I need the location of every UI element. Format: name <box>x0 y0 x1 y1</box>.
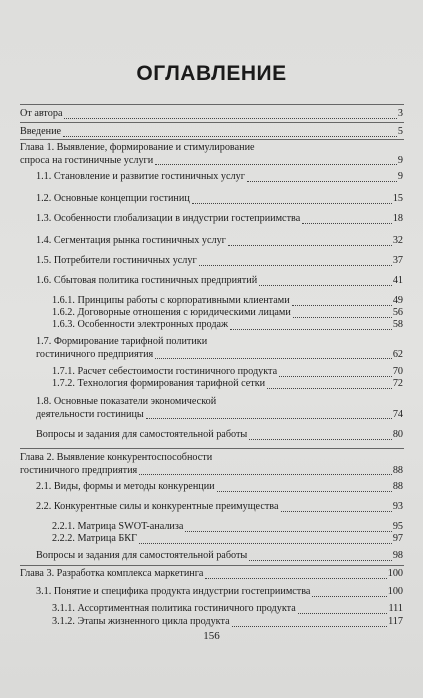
toc-page-number: 32 <box>392 235 403 246</box>
leader-dots <box>155 358 392 359</box>
toc-page-number: 93 <box>392 501 403 512</box>
toc-page-number: 3 <box>397 108 403 119</box>
leader-dots <box>293 317 392 318</box>
toc-entry-title: 1.6.2. Договорные отношения с юридическими лицами <box>52 307 291 318</box>
toc-entry-title: Глава 3. Разработка комплекса маркетинга <box>20 568 204 579</box>
leader-dots <box>249 439 392 440</box>
toc-page-number: 72 <box>392 378 403 389</box>
toc-page-number: 18 <box>392 213 403 224</box>
toc-entry-title: 1.1. Становление и развитие гостиничных услуг <box>36 171 245 182</box>
leader-dots <box>155 164 397 165</box>
leader-dots <box>185 531 391 532</box>
toc-entry-title: 2.2.1. Матрица SWOT-анализа <box>52 521 184 532</box>
leader-dots <box>64 118 396 119</box>
toc-page-number: 97 <box>392 533 403 544</box>
toc-entry <box>36 336 403 361</box>
toc-entry <box>36 429 403 442</box>
section-divider <box>20 565 404 566</box>
toc-page-number: 37 <box>392 255 403 266</box>
leader-dots <box>259 285 392 286</box>
section-divider <box>20 122 404 123</box>
leader-dots <box>247 181 397 182</box>
toc-page-number: 98 <box>392 550 403 561</box>
toc-page-number: 100 <box>387 568 403 579</box>
toc-entry <box>36 235 403 248</box>
leader-dots <box>312 596 386 597</box>
toc-entry <box>20 452 403 477</box>
toc-entry <box>52 319 403 332</box>
leader-dots <box>298 613 388 614</box>
toc-entry-title: 1.5. Потребители гостиничных услуг <box>36 255 197 266</box>
toc-entry-title: гостиничного предприятия <box>20 464 138 476</box>
toc-entry-title: 2.1. Виды, формы и методы конкуренции <box>36 481 215 492</box>
toc-page-number: 74 <box>392 408 403 420</box>
toc-page-number: 111 <box>388 603 403 614</box>
toc-entry-title: 2.2. Конкурентные силы и конкурентные преимущества <box>36 501 279 512</box>
toc-entry-title: 1.6.3. Особенности электронных продаж <box>52 319 229 330</box>
toc-entry-title: 1.4. Сегментация рынка гостиничных услуг <box>36 235 226 246</box>
leader-dots <box>139 474 392 475</box>
toc-entry-title: 1.7.2. Технология формирования тарифной сетки <box>52 378 266 389</box>
leader-dots <box>217 491 392 492</box>
toc-page-number: 41 <box>392 275 403 286</box>
toc-entry-title: 3.1. Понятие и специфика продукта индустрии гостеприимства <box>36 586 311 597</box>
toc-entry-title: Глава 1. Выявление, формирование и стимулирование <box>20 142 255 153</box>
leader-dots <box>139 543 392 544</box>
toc-entry-title: деятельности гостиницы <box>36 408 144 420</box>
leader-dots <box>228 245 392 246</box>
toc-entry-title: 1.6. Сбытовая политика гостиничных предприятий <box>36 275 258 286</box>
toc-page-number: 62 <box>392 348 403 360</box>
toc-entry <box>52 521 403 534</box>
leader-dots <box>279 376 392 377</box>
toc-page-number: 56 <box>392 307 403 318</box>
toc-page-number: 9 <box>397 154 403 166</box>
toc-page-number: 95 <box>392 521 403 532</box>
toc-entry-title: 3.1.2. Этапы жизненного цикла продукта <box>52 616 230 627</box>
toc-entry-title: 3.1.1. Ассортиментная политика гостиничного продукта <box>52 603 296 614</box>
toc-entry <box>52 533 403 546</box>
toc-page-number: 70 <box>392 366 403 377</box>
toc-entry <box>36 171 403 184</box>
toc-page-number: 117 <box>388 616 403 627</box>
toc-entry <box>20 142 403 167</box>
toc-entry <box>20 126 403 139</box>
toc-entry-title: Введение <box>20 126 62 137</box>
leader-dots <box>199 265 392 266</box>
toc-entry-title: 1.7.1. Расчет себестоимости гостиничного продукта <box>52 366 278 377</box>
leader-dots <box>192 203 392 204</box>
toc-entry <box>52 616 403 629</box>
toc-entry-title: 1.7. Формирование тарифной политики <box>36 336 208 347</box>
toc-entry <box>36 255 403 268</box>
toc-entry-title: Вопросы и задания для самостоятельной работы <box>36 550 248 561</box>
leader-dots <box>232 626 387 627</box>
toc-entry-title: Вопросы и задания для самостоятельной работы <box>36 429 248 440</box>
toc-entry <box>36 501 403 514</box>
toc-page-number: 9 <box>397 171 403 182</box>
toc-entry-title: Глава 2. Выявление конкурентоспособности <box>20 452 213 463</box>
toc-page-number: 58 <box>392 319 403 330</box>
leader-dots <box>281 511 392 512</box>
toc-page-number: 88 <box>392 464 403 476</box>
section-divider <box>20 104 404 105</box>
toc-page-number: 49 <box>392 295 403 306</box>
toc-entry <box>52 603 403 616</box>
page-number: 156 <box>203 630 220 642</box>
toc-page-number: 5 <box>397 126 403 137</box>
section-divider <box>20 139 404 140</box>
toc-entry <box>36 275 403 288</box>
toc-entry <box>36 481 403 494</box>
leader-dots <box>292 305 392 306</box>
toc-page-number: 88 <box>392 481 403 492</box>
page-title: ОГЛАВЛЕНИЕ <box>136 62 287 85</box>
leader-dots <box>63 136 397 137</box>
toc-entry-title: 1.2. Основные концепции гостиниц <box>36 193 190 204</box>
toc-entry <box>36 586 403 599</box>
toc-entry <box>52 307 403 320</box>
leader-dots <box>205 578 386 579</box>
toc-entry <box>52 295 403 308</box>
toc-entry <box>36 396 403 421</box>
toc-page-number: 100 <box>387 586 403 597</box>
leader-dots <box>146 418 392 419</box>
leader-dots <box>249 560 392 561</box>
toc-entry <box>36 213 403 226</box>
toc-entry-title: От автора <box>20 108 63 119</box>
leader-dots <box>302 223 392 224</box>
toc-page-number: 15 <box>392 193 403 204</box>
leader-dots <box>267 388 392 389</box>
toc-entry <box>20 108 403 121</box>
toc-entry <box>52 378 403 391</box>
toc-entry-title: 1.6.1. Принципы работы с корпоративными клиентами <box>52 295 290 306</box>
toc-entry <box>52 366 403 379</box>
toc-entry <box>20 568 403 581</box>
toc-page-number: 80 <box>392 429 403 440</box>
toc-entry-title: гостиничного предприятия <box>36 348 154 360</box>
toc-entry <box>36 193 403 206</box>
leader-dots <box>230 329 392 330</box>
toc-entry-title: 2.2.2. Матрица БКГ <box>52 533 137 544</box>
toc-entry-title: 1.3. Особенности глобализации в индустрии гостеприимства <box>36 213 301 224</box>
toc-entry <box>36 550 403 563</box>
section-divider <box>20 448 404 449</box>
toc-entry-title: 1.8. Основные показатели экономической <box>36 396 217 407</box>
toc-entry-title: спроса на гостиничные услуги <box>20 154 154 166</box>
